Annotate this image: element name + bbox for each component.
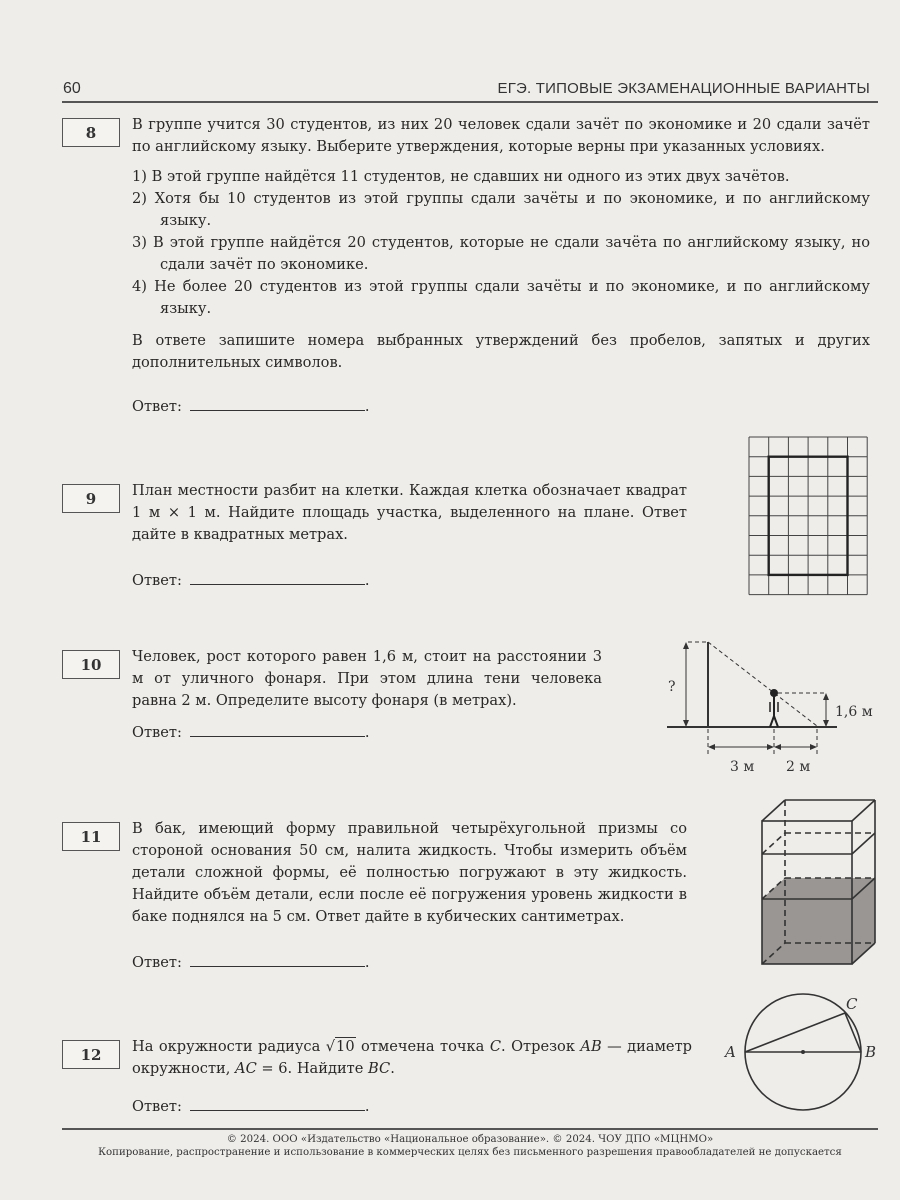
hidden-edge xyxy=(762,833,785,854)
answer-row: Ответ: . xyxy=(132,1094,692,1118)
answer-field[interactable] xyxy=(190,950,365,967)
center-point xyxy=(801,1050,805,1054)
option-1: 1) В этой группе найдётся 11 студентов, не сдавших ни одного из этих двух зачётов. xyxy=(132,168,790,185)
copyright-notice: Копирование, распространение и использование в коммерческих целях без письменного разрешения правообладателей не допускается xyxy=(98,1147,842,1158)
answer-row: Ответ: . xyxy=(132,568,687,592)
distance-label: 3 м xyxy=(730,759,755,775)
task-number-box: 10 xyxy=(62,650,120,679)
circle-figure xyxy=(715,995,890,1125)
copyright-line: © 2024. ООО «Издательство «Национальное образование». © 2024. ЧОУ ДПО «МЦНМО» xyxy=(226,1134,714,1145)
header-divider xyxy=(62,101,878,103)
label-c: C xyxy=(846,995,858,1013)
chord-bc xyxy=(845,1013,861,1052)
lamp-shadow-figure xyxy=(650,630,890,780)
option-3: 3) В этой группе найдётся 20 студентов, которые не сдали зачёта по английскому языку, но сдали зачёт по экономике. xyxy=(132,234,870,273)
shadow-label: 2 м xyxy=(786,759,811,775)
answer-field[interactable] xyxy=(190,1094,365,1111)
text-fragment: . Отрезок xyxy=(501,1038,581,1055)
footer-divider xyxy=(62,1128,878,1130)
answer-label: Ответ: xyxy=(132,572,182,589)
answer-label: Ответ: xyxy=(132,398,182,415)
radius-value: 10 xyxy=(336,1038,355,1055)
task-body xyxy=(132,114,870,418)
task-text: В группе учится 30 студентов, из них 20 человек сдали зачёт по экономике и 20 сдали зачёт по английскому языку. Выберите утверждения, которые верны при указанных условиях. xyxy=(132,116,870,155)
person-height-label: 1,6 м xyxy=(835,704,873,720)
task-number-box: 12 xyxy=(62,1040,120,1069)
task-body xyxy=(132,1036,692,1118)
task-text: В бак, имеющий форму правильной четырёхугольной призмы со стороной основания 50 см, налита жидкость. Чтобы измерить объём детали сложной формы, её полностью погружают в эту жидкость. Найдите объём детали, если после её погружения уровень жидкости в баке поднялся на 5 см. Ответ дайте в кубических сантиметрах. xyxy=(132,820,687,925)
person-leg xyxy=(774,716,778,727)
answer-row: Ответ: . xyxy=(132,950,687,974)
arrow-head xyxy=(774,744,781,750)
grid-plan-figure xyxy=(749,437,875,597)
segment-ab: AB xyxy=(580,1038,602,1055)
option-4: 4) Не более 20 студентов из этой группы сдали зачёты и по экономике, и по английскому языку. xyxy=(132,278,870,317)
label-a: A xyxy=(725,1043,736,1061)
task-body xyxy=(132,480,687,592)
options-list xyxy=(132,166,870,320)
task-instruction: В ответе запишите номера выбранных утверждений без пробелов, запятых и других дополнительных символов. xyxy=(132,332,870,371)
arrow-head xyxy=(683,642,689,649)
task-number-box: 11 xyxy=(62,822,120,851)
segment-bc: BC xyxy=(368,1060,391,1077)
text-fragment: отмечена точка xyxy=(355,1038,490,1055)
answer-label: Ответ: xyxy=(132,954,182,971)
text-fragment: На окружности радиуса xyxy=(132,1038,326,1055)
answer-field[interactable] xyxy=(190,394,365,411)
arrow-head xyxy=(823,693,829,700)
option-2: 2) Хотя бы 10 студентов из этой группы сдали зачёты и по экономике, и по английскому языку. xyxy=(132,190,870,229)
task-text: План местности разбит на клетки. Каждая клетка обозначает квадрат 1 м × 1 м. Найдите площадь участка, выделенного на плане. Ответ дайте в квадратных метрах. xyxy=(132,482,687,543)
arrow-head xyxy=(810,744,817,750)
arrow-head xyxy=(708,744,715,750)
arrow-head xyxy=(823,720,829,727)
footer xyxy=(62,1133,878,1159)
edge xyxy=(852,800,875,821)
person-head xyxy=(770,689,778,697)
prism-tank-figure xyxy=(760,798,885,968)
point-c: C xyxy=(489,1038,501,1055)
answer-row: Ответ: . xyxy=(132,394,870,418)
level-line xyxy=(852,833,875,854)
page-number: 60 xyxy=(63,80,81,97)
arrow-head xyxy=(683,720,689,727)
arrow-head xyxy=(767,744,774,750)
answer-label: Ответ: xyxy=(132,724,182,741)
text-fragment: — диаметр окружности, xyxy=(132,1038,692,1077)
text-fragment: . xyxy=(390,1060,395,1077)
task-text: Человек, рост которого равен 1,6 м, стоит на расстоянии 3 м от уличного фонаря. При этом длина тени человека равна 2 м. Определите высоту фонаря (в метрах). xyxy=(132,648,602,709)
label-b: B xyxy=(865,1043,877,1061)
task-text: На окружности радиуса √10 отмечена точка C. Отрезок AB — диаметр окружности, AC = 6. Найдите BC. xyxy=(132,1038,692,1077)
task-body xyxy=(132,646,602,744)
answer-field[interactable] xyxy=(190,568,365,585)
answer-label: Ответ: xyxy=(132,1098,182,1115)
light-ray xyxy=(708,642,817,726)
task-body xyxy=(132,818,687,974)
person-leg xyxy=(770,716,774,727)
edge xyxy=(762,800,785,821)
segment-ac: AC xyxy=(235,1060,257,1077)
chord-ac xyxy=(745,1013,845,1052)
task-number-box: 9 xyxy=(62,484,120,513)
task-number-box: 8 xyxy=(62,118,120,147)
text-fragment: = 6. Найдите xyxy=(256,1060,369,1077)
unknown-height-label: ? xyxy=(668,679,676,695)
answer-field[interactable] xyxy=(190,720,365,737)
liquid-fill xyxy=(762,878,875,964)
answer-row: Ответ: . xyxy=(132,720,602,744)
running-title: ЕГЭ. ТИПОВЫЕ ЭКЗАМЕНАЦИОННЫЕ ВАРИАНТЫ xyxy=(497,80,870,97)
